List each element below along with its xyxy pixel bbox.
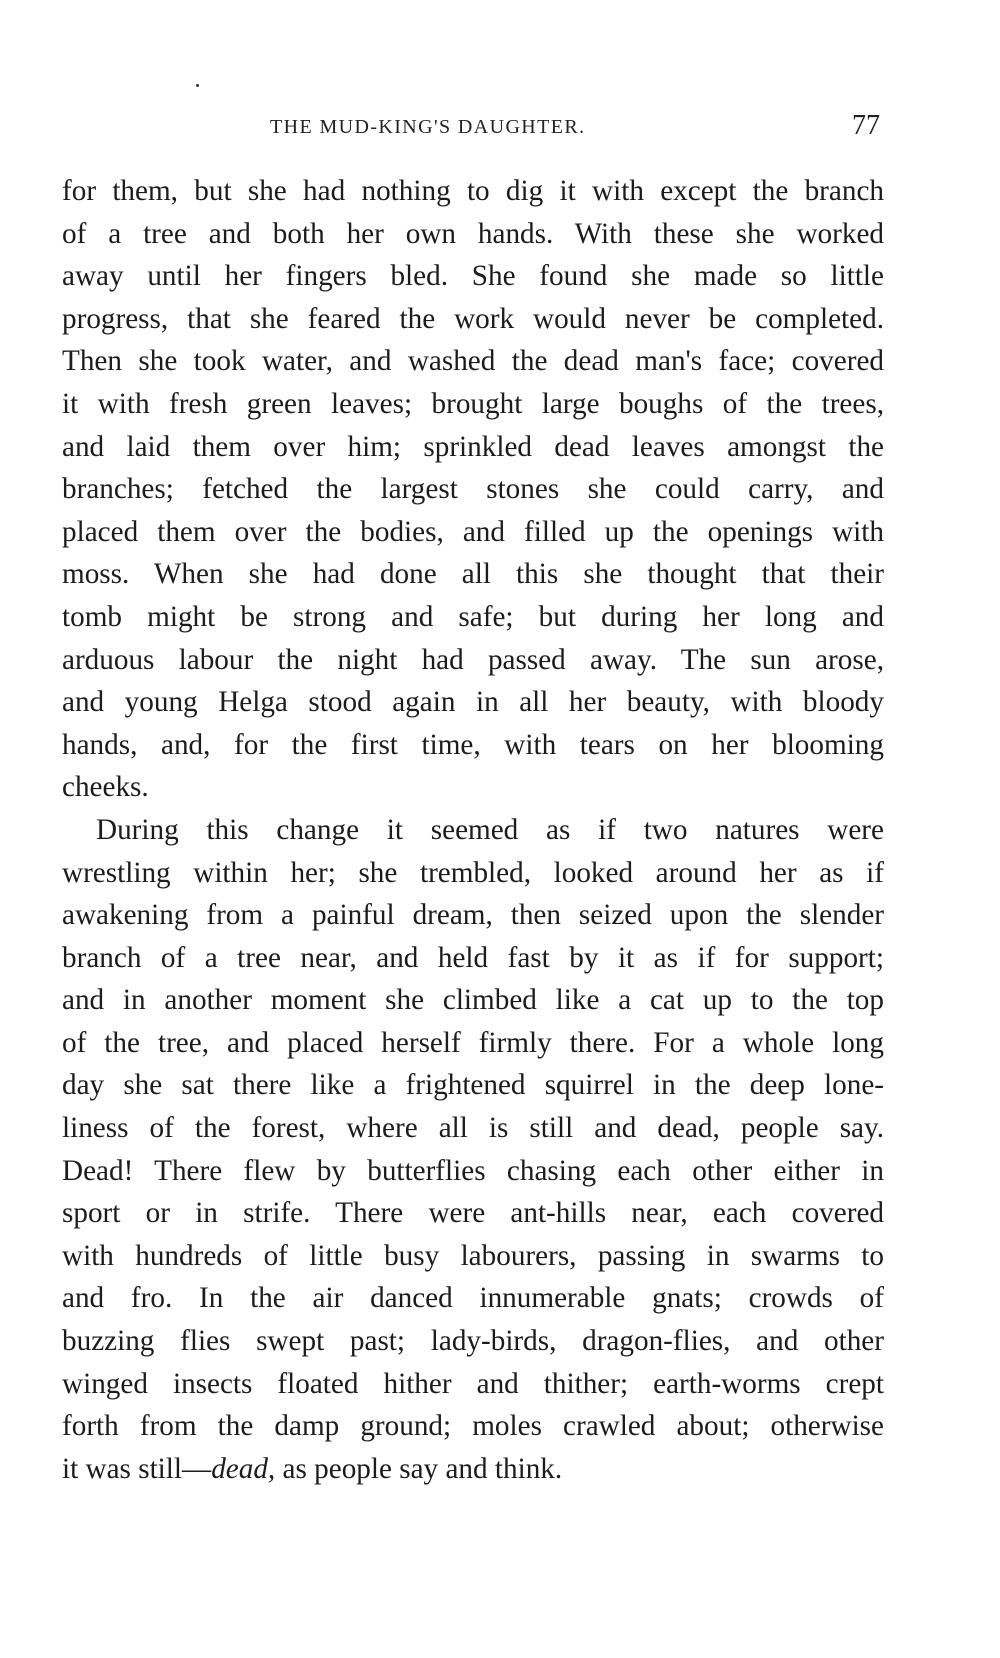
text-line: it with fresh green leaves; brought large boughs of the trees, (62, 387, 884, 420)
text-line: and in another moment she climbed like a cat up to the top (62, 984, 884, 1017)
text-line: cheeks. (62, 771, 149, 804)
text-line: progress, that she feared the work would never be completed. (62, 302, 884, 335)
text-line: branch of a tree near, and held fast by it as if for support; (62, 941, 884, 974)
paragraph-1 (62, 170, 884, 809)
text-line: forth from the damp ground; moles crawled about; otherwise (62, 1410, 884, 1443)
text-line: wrestling within her; she trembled, looked around her as if (62, 856, 884, 889)
emphasized-word: dead, (211, 1452, 276, 1485)
text-line: winged insects floated hither and thither; earth-worms crept (62, 1367, 884, 1400)
text-line: with hundreds of little busy labourers, passing in swarms to (62, 1239, 884, 1272)
running-head (60, 110, 880, 146)
final-text-line (62, 1448, 884, 1491)
print-speck (196, 84, 199, 87)
text-line: branches; fetched the largest stones she could carry, and (62, 473, 884, 506)
text-line: liness of the forest, where all is still and dead, people say. (62, 1112, 884, 1145)
body-text (62, 170, 884, 1490)
text-line: hands, and, for the first time, with tears on her blooming (62, 728, 884, 761)
running-title: THE MUD-KING'S DAUGHTER. (270, 116, 586, 138)
text-line: buzzing flies swept past; lady-birds, dragon-flies, and other (62, 1325, 884, 1358)
text-line: and young Helga stood again in all her beauty, with bloody (62, 686, 884, 719)
text-line: of the tree, and placed herself firmly there. For a whole long (62, 1026, 884, 1059)
text-line: day she sat there like a frightened squirrel in the deep lone- (62, 1069, 884, 1102)
final-line-end: as people say and think. (275, 1452, 563, 1485)
final-line-start: it was still— (62, 1452, 212, 1485)
text-line: sport or in strife. There were ant-hills near, each covered (62, 1197, 884, 1230)
text-line: for them, but she had nothing to dig it with except the branch (62, 175, 884, 207)
text-line: away until her fingers bled. She found she made so little (62, 260, 884, 293)
page-number: 77 (852, 110, 880, 141)
text-line: and fro. In the air danced innumerable gnats; crowds of (62, 1282, 884, 1315)
text-line: placed them over the bodies, and filled up the openings with (62, 515, 884, 548)
text-line: moss. When she had done all this she thought that their (62, 558, 884, 591)
text-line: Then she took water, and washed the dead man's face; covered (62, 345, 884, 378)
text-line: During this change it seemed as if two natures were (96, 813, 884, 846)
paragraph-2 (62, 809, 884, 1491)
text-line: tomb might be strong and safe; but during her long and (62, 600, 884, 633)
text-line: Dead! There flew by butterflies chasing each other either in (62, 1154, 884, 1187)
text-line: arduous labour the night had passed away. The sun arose, (62, 643, 884, 676)
text-line: and laid them over him; sprinkled dead leaves amongst the (62, 430, 884, 463)
text-line: of a tree and both her own hands. With these she worked (62, 217, 884, 250)
text-line: awakening from a painful dream, then seized upon the slender (62, 899, 884, 932)
